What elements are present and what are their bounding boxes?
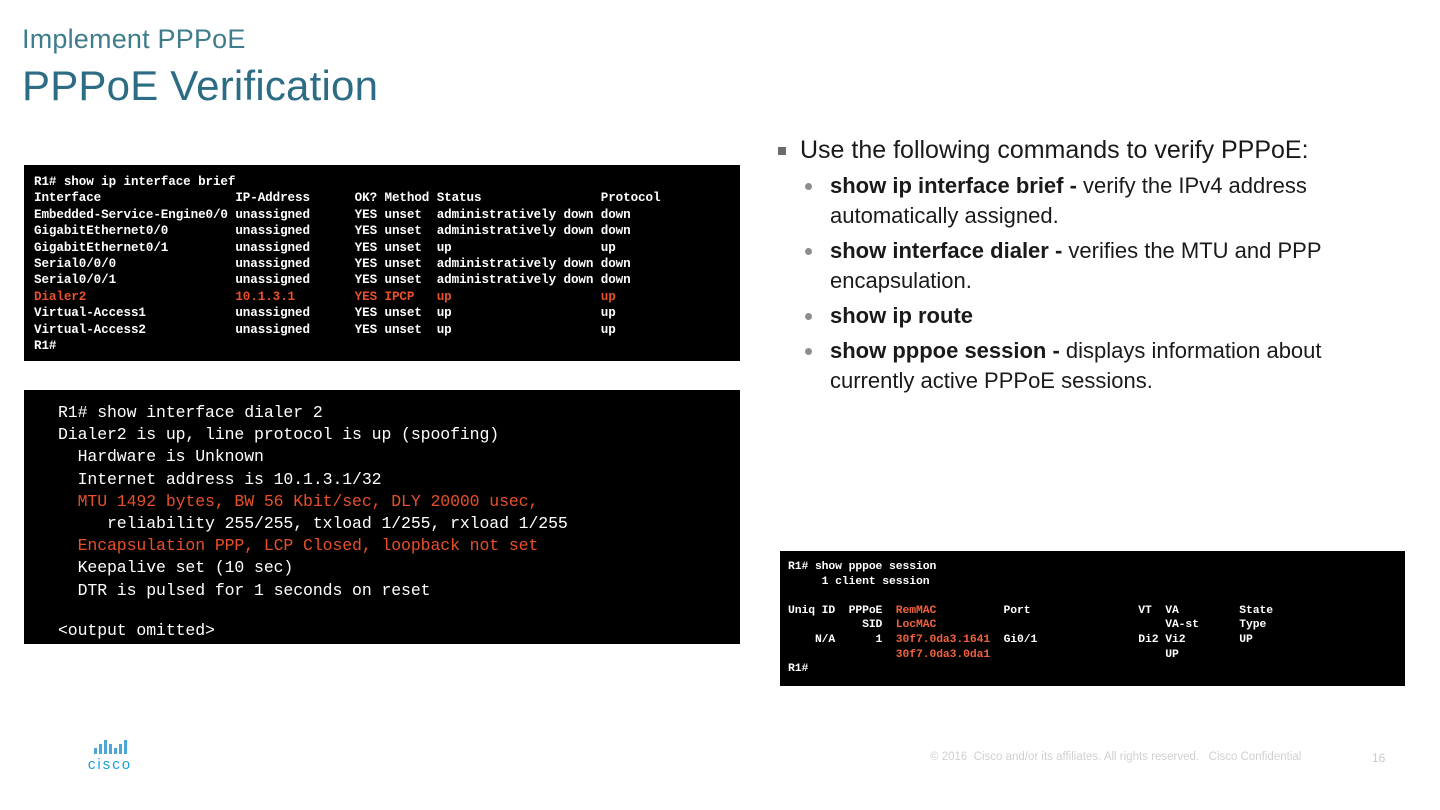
terminal-line: R1# [788,663,809,676]
terminal-line: R1# [34,339,57,354]
command-name: show ip route [830,303,973,328]
terminal-line: Serial0/0/0 unassigned YES unset administratively down down [34,257,631,272]
terminal-line: Keepalive set (10 sec) [58,558,294,578]
command-name: show pppoe session - [830,338,1066,363]
bullet-intro [778,134,1378,167]
dot-bullet-icon [805,248,812,255]
command-name: show ip interface brief - [830,173,1084,198]
cisco-bars-icon [80,740,140,754]
list-item [778,236,1378,296]
terminal-show-ip-interface-brief [24,165,740,361]
cisco-logo [80,740,140,773]
terminal-line: R1# show ip interface brief [34,175,236,189]
bullet-content [778,134,1378,401]
terminal-line: Dialer2 is up, line protocol is up (spoofing) [58,425,500,445]
copyright-text: © 2016 Cisco and/or its affiliates. All rights reserved. Cisco Confidential [930,751,1302,763]
terminal-line: 30f7.0da3.0da1 UP [895,648,1179,661]
terminal-output-omitted: <output omitted> [58,620,215,640]
terminal-line: Serial0/0/1 unassigned YES unset administratively down down [34,273,631,288]
list-item [778,171,1378,231]
terminal-line: GigabitEthernet0/0 unassigned YES unset administratively down down [34,224,631,239]
command-name: show interface dialer - [830,238,1069,263]
command-list [778,171,1378,396]
page-number: 16 [1372,751,1386,765]
terminal-line: reliability 255/255, txload 1/255, rxload 1/255 [58,514,568,534]
terminal-show-interface-dialer [24,390,740,644]
terminal-line: Interface IP-Address OK? Method Status Protocol [34,191,661,206]
terminal-line: DTR is pulsed for 1 seconds on reset [58,580,431,600]
terminal-line: R1# show interface dialer 2 [58,403,323,422]
dot-bullet-icon [805,313,812,320]
command-description: verify the IPv4 address automatically assigned. [830,173,1307,228]
terminal-line: R1# show pppoe session [788,561,937,573]
terminal-line: Embedded-Service-Engine0/0 unassigned YES unset administratively down down [34,207,631,222]
dot-bullet-icon [805,348,812,355]
terminal-line: Uniq ID PPPoE RemMAC Port VT VA State [788,604,1273,617]
terminal-line: Virtual-Access2 unassigned YES unset up up [34,322,616,337]
page-title: PPPoE Verification [22,62,379,109]
terminal-line-highlighted: Dialer2 10.1.3.1 YES IPCP up up [34,289,616,304]
cisco-logo-text: cisco [87,756,133,773]
terminal-line: Hardware is Unknown [58,447,264,467]
terminal-line: Internet address is 10.1.3.1/32 [58,469,382,489]
terminal-line-highlighted: MTU 1492 bytes, BW 56 Kbit/sec, DLY 20000 usec, [58,491,539,511]
terminal-line-highlighted: Encapsulation PPP, LCP Closed, loopback not set [58,536,539,556]
terminal-line: GigabitEthernet0/1 unassigned YES unset up up [34,240,616,255]
square-bullet-icon [778,147,786,155]
list-item [778,336,1378,396]
list-item [778,301,1378,331]
terminal-show-pppoe-session [780,551,1405,686]
dot-bullet-icon [805,183,812,190]
command-description: verifies the MTU and PPP encapsulation. [830,238,1322,293]
terminal-line: 1 client session [788,575,930,588]
terminal-line: N/A 1 30f7.0da3.1641 Gi0/1 Di2 Vi2 UP [788,633,1253,646]
bullet-intro-text: Use the following commands to verify PPPoE: [800,136,1309,164]
command-description: displays information about currently active PPPoE sessions. [830,338,1322,393]
terminal-line: SID LocMAC VA-st Type [788,619,1267,632]
terminal-line: Virtual-Access1 unassigned YES unset up up [34,306,616,321]
slide-eyebrow: Implement PPPoE [22,24,246,54]
